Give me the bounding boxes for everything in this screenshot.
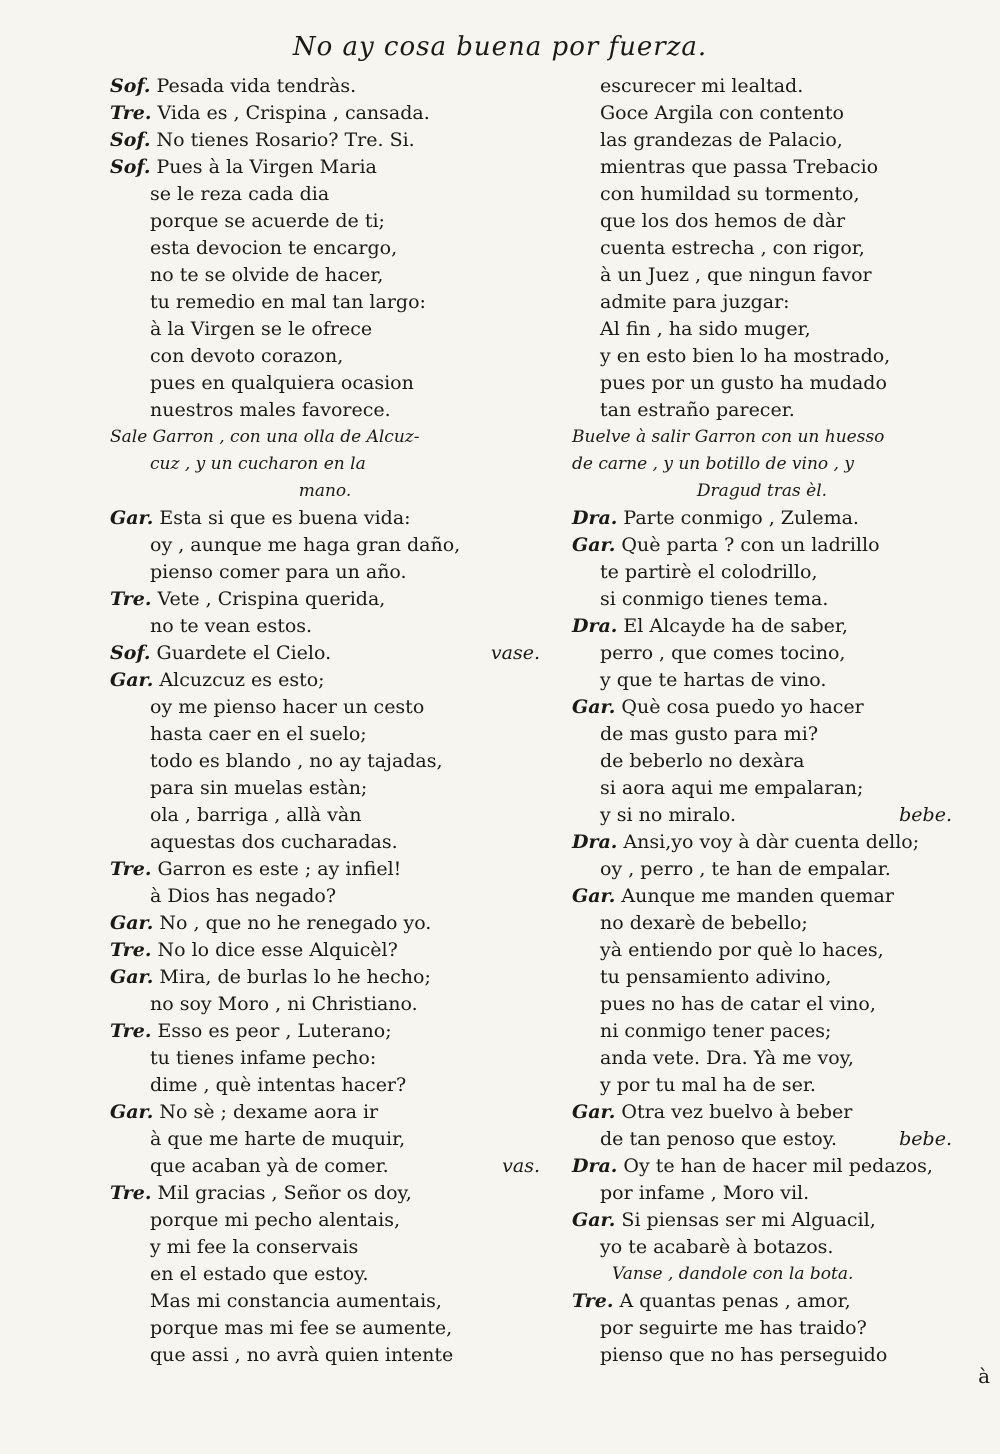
speaker-name: Tre. xyxy=(110,1182,152,1204)
verse-text: porque mi pecho alentais, xyxy=(150,1209,400,1231)
verse-text: ni conmigo tener paces; xyxy=(600,1020,832,1042)
verse-text: se le reza cada dia xyxy=(150,183,330,205)
verse-text: hasta caer en el suelo; xyxy=(150,723,367,745)
verse-text: mientras que passa Trebacio xyxy=(600,156,879,178)
verse-line xyxy=(110,829,540,856)
verse-text: Parte conmigo , Zulema. xyxy=(623,507,859,529)
right-column xyxy=(572,73,952,1369)
stage-direction: Sale Garron , con una olla de Alcuz- xyxy=(110,427,420,447)
verse-text: para sin muelas estàn; xyxy=(150,777,368,799)
verse-text: pues en qualquiera ocasion xyxy=(150,372,414,394)
left-column xyxy=(110,73,540,1369)
verse-line xyxy=(110,73,540,100)
verse-line xyxy=(110,1072,540,1099)
speaker-name: Dra. xyxy=(572,831,618,853)
verse-text: si conmigo tienes tema. xyxy=(600,588,829,610)
speaker-name: Dra. xyxy=(572,1155,618,1177)
verse-text: que los dos hemos de dàr xyxy=(600,210,846,232)
stage-aside: vase. xyxy=(490,642,540,664)
verse-line xyxy=(110,397,540,424)
verse-line xyxy=(110,1207,540,1234)
speaker-name: Sof. xyxy=(110,156,151,178)
verse-line xyxy=(572,1099,952,1126)
verse-text: à un Juez , que ningun favor xyxy=(600,264,872,286)
verse-text: à que me harte de muquir, xyxy=(150,1128,406,1150)
verse-line xyxy=(110,694,540,721)
verse-text: Pues à la Virgen Maria xyxy=(156,156,377,178)
verse-line xyxy=(572,802,952,829)
verse-line xyxy=(572,1045,952,1072)
stage-direction: Buelve à salir Garron con un huesso xyxy=(572,427,885,447)
verse-line xyxy=(110,1342,540,1369)
verse-line xyxy=(572,694,952,721)
verse-line xyxy=(572,1180,952,1207)
verse-line xyxy=(110,370,540,397)
verse-line xyxy=(110,235,540,262)
verse-line xyxy=(110,802,540,829)
stage-direction: Vanse , dandole con la bota. xyxy=(612,1264,854,1284)
verse-line xyxy=(572,991,952,1018)
verse-line xyxy=(110,1234,540,1261)
verse-line xyxy=(110,1180,540,1207)
verse-line xyxy=(110,505,540,532)
verse-text: pienso que no has perseguido xyxy=(600,1344,888,1366)
speaker-name: Gar. xyxy=(110,912,154,934)
speaker-name: Gar. xyxy=(572,534,616,556)
verse-text: oy , perro , te han de empalar. xyxy=(600,858,891,880)
verse-text: anda vete. Dra. Yà me voy, xyxy=(600,1047,854,1069)
verse-text: tu remedio en mal tan largo: xyxy=(150,291,426,313)
verse-line xyxy=(572,181,952,208)
verse-text: No sè ; dexame aora ir xyxy=(159,1101,379,1123)
verse-text: no te vean estos. xyxy=(150,615,313,637)
verse-text: No , que no he renegado yo. xyxy=(159,912,432,934)
verse-text: Esta si que es buena vida: xyxy=(159,507,411,529)
verse-text: Mas mi constancia aumentais, xyxy=(150,1290,442,1312)
verse-line xyxy=(572,883,952,910)
verse-line xyxy=(110,991,540,1018)
verse-text: que assi , no avrà quien intente xyxy=(150,1344,454,1366)
verse-line xyxy=(110,1261,540,1288)
speaker-name: Tre. xyxy=(110,939,152,961)
verse-text: Alcuzcuz es esto; xyxy=(159,669,325,691)
verse-text: de tan penoso que estoy. xyxy=(600,1128,837,1150)
verse-text: por seguirte me has traido? xyxy=(600,1317,867,1339)
verse-text: Al fin , ha sido muger, xyxy=(600,318,811,340)
verse-text: Mil gracias , Señor os doy, xyxy=(157,1182,412,1204)
verse-line xyxy=(110,910,540,937)
verse-text: Otra vez buelvo à beber xyxy=(621,1101,853,1123)
verse-line xyxy=(110,613,540,640)
verse-line xyxy=(572,1072,952,1099)
verse-text: Esso es peor , Luterano; xyxy=(157,1020,392,1042)
verse-text: con humildad su tormento, xyxy=(600,183,860,205)
verse-text: pues no has de catar el vino, xyxy=(600,993,876,1015)
verse-text: esta devocion te encargo, xyxy=(150,237,398,259)
verse-text: El Alcayde ha de saber, xyxy=(623,615,848,637)
verse-text: tu tienes infame pecho: xyxy=(150,1047,377,1069)
speaker-name: Gar. xyxy=(110,507,154,529)
verse-line xyxy=(110,856,540,883)
verse-line xyxy=(572,1315,952,1342)
stage-direction: Dragud tras èl. xyxy=(696,481,828,501)
verse-line xyxy=(572,1153,952,1180)
speaker-name: Dra. xyxy=(572,615,618,637)
verse-line xyxy=(110,559,540,586)
verse-line xyxy=(572,397,952,424)
speaker-name: Tre. xyxy=(110,858,152,880)
verse-line xyxy=(110,343,540,370)
verse-line xyxy=(110,748,540,775)
verse-line xyxy=(572,100,952,127)
verse-line xyxy=(110,316,540,343)
verse-line xyxy=(572,1018,952,1045)
speaker-name: Gar. xyxy=(110,966,154,988)
verse-line xyxy=(110,532,540,559)
verse-text: Pesada vida tendràs. xyxy=(156,75,357,97)
verse-line xyxy=(110,721,540,748)
verse-text: yo te acabarè à botazos. xyxy=(600,1236,834,1258)
speaker-name: Gar. xyxy=(572,1209,616,1231)
verse-text: de mas gusto para mi? xyxy=(600,723,819,745)
verse-line xyxy=(572,316,952,343)
verse-text: oy me pienso hacer un cesto xyxy=(150,696,425,718)
speaker-name: Dra. xyxy=(572,507,618,529)
verse-text: por infame , Moro vil. xyxy=(600,1182,810,1204)
verse-text: Vida es , Crispina , cansada. xyxy=(157,102,430,124)
verse-text: perro , que comes tocino, xyxy=(600,642,846,664)
verse-line xyxy=(572,235,952,262)
verse-line xyxy=(110,667,540,694)
verse-text: Goce Argila con contento xyxy=(600,102,844,124)
verse-line xyxy=(572,667,952,694)
verse-text: no soy Moro , ni Christiano. xyxy=(150,993,418,1015)
verse-line xyxy=(572,208,952,235)
speaker-name: Tre. xyxy=(110,1020,152,1042)
verse-text: Oy te han de hacer mil pedazos, xyxy=(623,1155,933,1177)
verse-text: en el estado que estoy. xyxy=(150,1263,369,1285)
verse-text: à Dios has negado? xyxy=(150,885,337,907)
verse-text: porque se acuerde de ti; xyxy=(150,210,385,232)
verse-line xyxy=(110,937,540,964)
verse-line xyxy=(572,613,952,640)
verse-line xyxy=(572,775,952,802)
verse-line xyxy=(110,100,540,127)
verse-text: Aunque me manden quemar xyxy=(621,885,894,907)
speaker-name: Tre. xyxy=(110,102,152,124)
verse-text: de beberlo no dexàra xyxy=(600,750,805,772)
verse-text: todo es blando , no ay tajadas, xyxy=(150,750,443,772)
verse-line xyxy=(572,640,952,667)
verse-line xyxy=(110,127,540,154)
verse-line xyxy=(110,1126,540,1153)
verse-text: Ansi,yo voy à dàr cuenta dello; xyxy=(623,831,920,853)
stage-direction: de carne , y un botillo de vino , y xyxy=(572,454,854,474)
speaker-name: Tre. xyxy=(572,1290,614,1312)
verse-text: Guardete el Cielo. xyxy=(156,642,332,664)
speaker-name: Sof. xyxy=(110,129,151,151)
stage-direction: mano. xyxy=(298,481,352,501)
verse-text: pues por un gusto ha mudado xyxy=(600,372,887,394)
verse-text: no dexarè de bebello; xyxy=(600,912,808,934)
verse-text: y en esto bien lo ha mostrado, xyxy=(600,345,891,367)
verse-line xyxy=(110,1099,540,1126)
verse-text: y por tu mal ha de ser. xyxy=(600,1074,816,1096)
speaker-name: Gar. xyxy=(110,1101,154,1123)
verse-line xyxy=(572,1126,952,1153)
verse-text: y que te hartas de vino. xyxy=(600,669,827,691)
verse-line xyxy=(572,262,952,289)
verse-text: y si no miralo. xyxy=(600,804,737,826)
verse-line xyxy=(572,73,952,100)
verse-text: escurecer mi lealtad. xyxy=(600,75,804,97)
verse-line xyxy=(572,154,952,181)
verse-text: yà entiendo por què lo haces, xyxy=(600,939,884,961)
verse-line xyxy=(572,559,952,586)
verse-line xyxy=(110,883,540,910)
speaker-name: Gar. xyxy=(110,669,154,691)
verse-text: pienso comer para un año. xyxy=(150,561,407,583)
speaker-name: Gar. xyxy=(572,1101,616,1123)
verse-text: Mira, de burlas lo he hecho; xyxy=(159,966,431,988)
verse-text: à la Virgen se le ofrece xyxy=(150,318,373,340)
verse-line xyxy=(572,127,952,154)
verse-line xyxy=(572,1234,952,1261)
verse-line xyxy=(110,1153,540,1180)
verse-text: No tienes Rosario? Tre. Si. xyxy=(156,129,415,151)
verse-text: y mi fee la conservais xyxy=(150,1236,359,1258)
verse-line xyxy=(572,532,952,559)
verse-text: te partirè el colodrillo, xyxy=(600,561,818,583)
verse-text: con devoto corazon, xyxy=(150,345,344,367)
verse-text: oy , aunque me haga gran daño, xyxy=(150,534,461,556)
verse-text: las grandezas de Palacio, xyxy=(600,129,843,151)
verse-line xyxy=(110,640,540,667)
verse-text: tu pensamiento adivino, xyxy=(600,966,832,988)
verse-line xyxy=(110,289,540,316)
verse-line xyxy=(572,370,952,397)
verse-line xyxy=(110,154,540,181)
verse-line xyxy=(572,1342,952,1369)
verse-line xyxy=(572,1288,952,1315)
verse-line xyxy=(110,1018,540,1045)
verse-text: Si piensas ser mi Alguacil, xyxy=(621,1209,876,1231)
verse-line xyxy=(572,289,952,316)
verse-line xyxy=(572,964,952,991)
stage-aside: bebe. xyxy=(899,1128,952,1150)
speaker-name: Sof. xyxy=(110,642,151,664)
verse-text: porque mas mi fee se aumente, xyxy=(150,1317,453,1339)
verse-line xyxy=(572,586,952,613)
verse-line xyxy=(572,910,952,937)
verse-text: ola , barriga , allà vàn xyxy=(150,804,362,826)
verse-line xyxy=(572,829,952,856)
verse-text: Què parta ? con un ladrillo xyxy=(621,534,880,556)
speaker-name: Gar. xyxy=(572,885,616,907)
verse-text: A quantas penas , amor, xyxy=(619,1290,851,1312)
verse-line xyxy=(110,1288,540,1315)
speaker-name: Tre. xyxy=(110,588,152,610)
verse-line xyxy=(110,1045,540,1072)
verse-line xyxy=(110,964,540,991)
verse-line xyxy=(110,1315,540,1342)
verse-line xyxy=(572,1207,952,1234)
verse-text: nuestros males favorece. xyxy=(150,399,391,421)
verse-line xyxy=(110,586,540,613)
catchword: à xyxy=(978,1364,990,1388)
verse-line xyxy=(572,856,952,883)
verse-line xyxy=(572,505,952,532)
verse-line xyxy=(572,721,952,748)
verse-text: Què cosa puedo yo hacer xyxy=(621,696,864,718)
verse-text: si aora aqui me empalaran; xyxy=(600,777,864,799)
stage-aside: bebe. xyxy=(899,804,952,826)
verse-line xyxy=(572,748,952,775)
speaker-name: Gar. xyxy=(572,696,616,718)
verse-line xyxy=(110,775,540,802)
verse-line xyxy=(110,181,540,208)
verse-line xyxy=(572,937,952,964)
running-header: No ay cosa buena por fuerza. xyxy=(292,32,708,62)
verse-line xyxy=(110,208,540,235)
verse-text: cuenta estrecha , con rigor, xyxy=(600,237,865,259)
verse-text: No lo dice esse Alquicèl? xyxy=(157,939,398,961)
verse-text: tan estraño parecer. xyxy=(600,399,795,421)
verse-text: dime , què intentas hacer? xyxy=(150,1074,407,1096)
verse-line xyxy=(572,343,952,370)
verse-text: Garron es este ; ay infiel! xyxy=(157,858,402,880)
stage-aside: vas. xyxy=(502,1155,540,1177)
verse-text: aquestas dos cucharadas. xyxy=(150,831,398,853)
speaker-name: Sof. xyxy=(110,75,151,97)
stage-direction: cuz , y un cucharon en la xyxy=(150,454,366,474)
verse-text: Vete , Crispina querida, xyxy=(157,588,386,610)
verse-text: admite para juzgar: xyxy=(600,291,790,313)
verse-text: no te se olvide de hacer, xyxy=(150,264,384,286)
verse-text: que acaban yà de comer. xyxy=(150,1155,389,1177)
verse-line xyxy=(110,262,540,289)
